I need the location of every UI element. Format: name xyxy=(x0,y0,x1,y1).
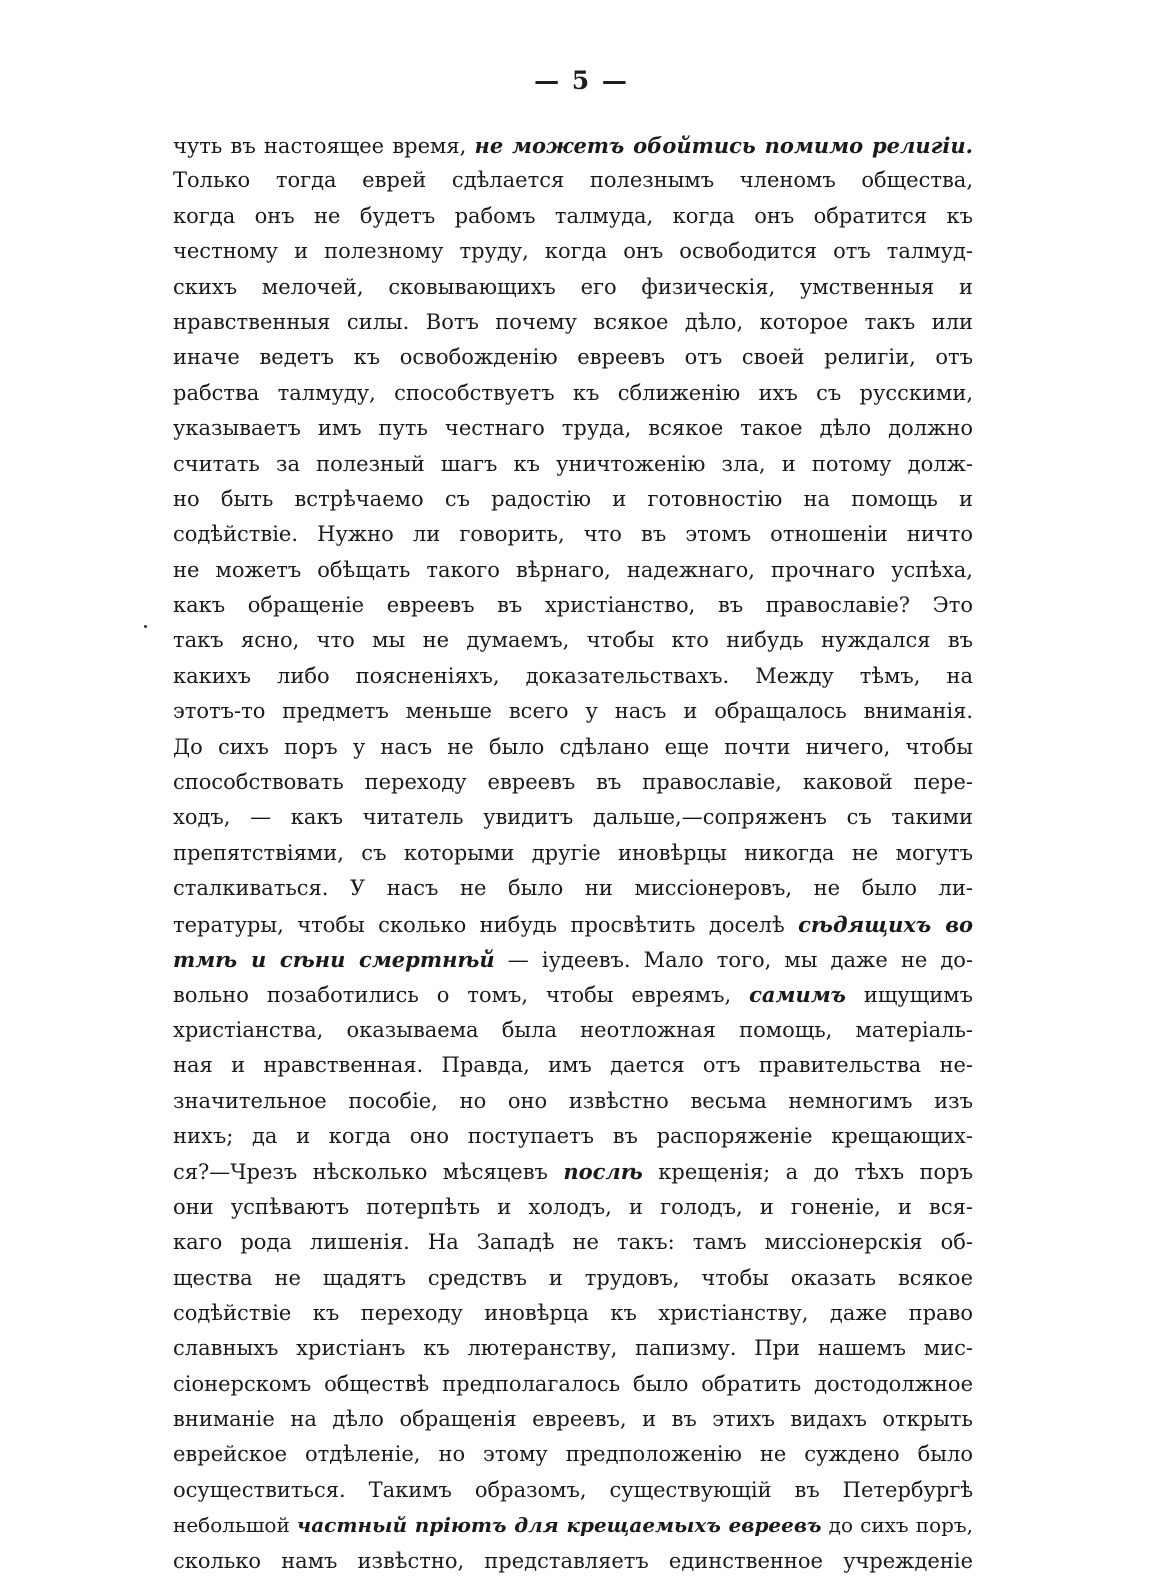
text-line xyxy=(173,1154,973,1189)
text-line xyxy=(173,1261,973,1296)
text-line xyxy=(173,340,973,375)
text-line xyxy=(173,659,973,694)
text-line xyxy=(173,942,973,977)
text-line xyxy=(173,411,973,446)
text-segment: ная и нравственная. Правда, имъ дается отъ правительства не- xyxy=(173,1053,973,1078)
italic-text-segment: послѣ xyxy=(563,1159,643,1185)
text-segment: не можетъ обѣщать такого вѣрнаго, надежнаго, прочнаго успѣха, xyxy=(173,557,973,582)
text-segment: сколько намъ извѣстно, представляетъ единственное учрежденіе xyxy=(173,1548,973,1573)
text-segment: вольно позаботились о томъ, чтобы евреямъ, xyxy=(173,983,750,1008)
text-segment: рабства талмуду, способствуетъ къ сближенію ихъ съ русскими, xyxy=(173,380,973,405)
text-line xyxy=(173,128,973,163)
text-segment: такъ ясно, что мы не думаемъ, чтобы кто нибудь нуждался въ xyxy=(173,628,973,653)
text-line xyxy=(173,376,973,411)
text-segment: значительное пособіе, но оно извѣстно весьма немногимъ изъ xyxy=(173,1088,973,1113)
text-segment: небольшой xyxy=(173,1513,297,1538)
text-segment: способствовать переходу евреевъ въ православіе, каковой пере- xyxy=(173,770,973,795)
text-segment: ся?—Чрезъ нѣсколько мѣсяцевъ xyxy=(173,1160,564,1185)
text-line xyxy=(173,1013,973,1048)
text-line xyxy=(173,1331,973,1366)
text-segment: какъ обращеніе евреевъ въ христіанство, въ православіе? Это xyxy=(173,593,973,618)
text-line xyxy=(173,1190,973,1225)
italic-text-segment: частный пріютъ для крещаемыхъ евреевъ xyxy=(296,1513,822,1538)
text-segment: нихъ; да и когда оно поступаетъ въ распоряженіе крещающих- xyxy=(173,1123,973,1148)
text-line xyxy=(173,694,973,729)
text-segment: содѣйствіе. Нужно ли говорить, что въ этомъ отношеніи ничто xyxy=(173,522,973,547)
text-line xyxy=(173,1437,973,1472)
text-segment: сіонерскомъ обществѣ предполагалось было обратить достодолжное xyxy=(173,1371,973,1396)
ink-speck xyxy=(144,625,147,628)
text-segment: этотъ-то предметъ меньше всего у насъ и обращалось вниманія. xyxy=(173,699,973,724)
text-line xyxy=(173,730,973,765)
text-segment: чуть въ настоящее время, xyxy=(173,134,475,158)
text-segment: каго рода лишенія. На Западѣ не такъ: тамъ миссіонерскія об- xyxy=(173,1230,973,1255)
text-segment: какихъ либо поясненіяхъ, доказательствахъ. Между тѣмъ, на xyxy=(173,663,973,688)
text-line xyxy=(173,517,973,552)
text-segment: ищущимъ xyxy=(845,983,973,1008)
text-line xyxy=(173,234,973,269)
text-segment: осуществиться. Такимъ образомъ, существующій въ Петербургѣ xyxy=(173,1477,973,1502)
text-line xyxy=(173,1367,973,1402)
text-line xyxy=(173,1473,973,1508)
body-text xyxy=(173,128,973,1579)
text-segment: До сихъ поръ у насъ не было сдѣлано еще почти ничего, чтобы xyxy=(173,734,973,759)
text-segment: сталкиваться. У насъ не было ни миссіонеровъ, не было ли- xyxy=(173,876,973,901)
text-line xyxy=(173,1544,973,1579)
text-segment: считать за полезный шагъ къ уничтоженію зла, и потому долж- xyxy=(173,451,973,476)
italic-text-segment: самимъ xyxy=(749,982,846,1008)
text-line xyxy=(173,1402,973,1437)
text-line xyxy=(173,199,973,234)
text-line xyxy=(173,1296,973,1331)
text-segment: щества не щадятъ средствъ и трудовъ, чтобы оказать всякое xyxy=(173,1265,973,1290)
text-line xyxy=(173,977,973,1012)
text-segment: славныхъ христіанъ къ лютеранству, папизму. При нашемъ мис- xyxy=(173,1336,973,1361)
text-segment: они успѣваютъ потерпѣть и холодъ, и голодъ, и гоненіе, и вся- xyxy=(173,1194,973,1219)
italic-text-segment: тмѣ и сѣни смертнѣй xyxy=(173,946,495,972)
italic-text-segment: сѣдящихъ во xyxy=(798,911,973,937)
text-line xyxy=(173,305,973,340)
text-segment: ходъ, — какъ читатель увидитъ дальше,—сопряженъ съ такими xyxy=(173,805,973,830)
text-line xyxy=(173,1508,973,1543)
text-segment: — іудеевъ. Мало того, мы даже не до- xyxy=(494,947,973,972)
text-segment: Только тогда еврей сдѣлается полезнымъ членомъ общества, xyxy=(173,168,973,193)
text-line xyxy=(173,588,973,623)
text-segment: скихъ мелочей, сковывающихъ его физическія, умственныя и xyxy=(173,274,973,299)
italic-text-segment: не можетъ обойтись помимо религіи. xyxy=(474,133,973,158)
text-segment: христіанства, оказываема была неотложная помощь, матеріаль- xyxy=(173,1017,973,1042)
text-line xyxy=(173,836,973,871)
text-segment: указываетъ имъ путь честнаго труда, всякое такое дѣло должно xyxy=(173,416,973,441)
text-segment: до сихъ поръ, xyxy=(821,1513,974,1538)
text-segment: честному и полезному труду, когда онъ освободится отъ талмуд- xyxy=(173,239,973,264)
text-line xyxy=(173,1119,973,1154)
text-segment: тературы, чтобы сколько нибудь просвѣтить доселѣ xyxy=(173,912,799,937)
text-segment: нравственныя силы. Вотъ почему всякое дѣло, которое такъ или xyxy=(173,309,973,334)
text-line xyxy=(173,553,973,588)
text-line xyxy=(173,482,973,517)
text-segment: содѣйствіе къ переходу иновѣрца къ христіанству, даже право xyxy=(173,1300,973,1325)
text-segment: иначе ведетъ къ освобожденію евреевъ отъ своей религіи, отъ xyxy=(173,345,973,370)
text-segment: еврейское отдѣленіе, но этому предположенію не суждено было xyxy=(173,1442,973,1467)
page-number: — 5 — xyxy=(534,66,629,95)
text-line xyxy=(173,270,973,305)
text-segment: препятствіями, съ которыми другіе иновѣрцы никогда не могутъ xyxy=(173,840,973,865)
text-line xyxy=(173,800,973,835)
text-line xyxy=(173,1225,973,1260)
text-segment: когда онъ не будетъ рабомъ талмуда, когда онъ обратится къ xyxy=(173,203,973,228)
text-line xyxy=(173,765,973,800)
text-line xyxy=(173,163,973,198)
text-line xyxy=(173,623,973,658)
text-segment: но быть встрѣчаемо съ радостію и готовностію на помощь и xyxy=(173,486,973,511)
text-line xyxy=(173,871,973,906)
text-line xyxy=(173,447,973,482)
text-line xyxy=(173,1048,973,1083)
text-segment: вниманіе на дѣло обращенія евреевъ, и въ этихъ видахъ открыть xyxy=(173,1407,973,1432)
text-line xyxy=(173,1084,973,1119)
text-segment: крещенія; а до тѣхъ поръ xyxy=(642,1160,973,1185)
text-line xyxy=(173,907,973,942)
